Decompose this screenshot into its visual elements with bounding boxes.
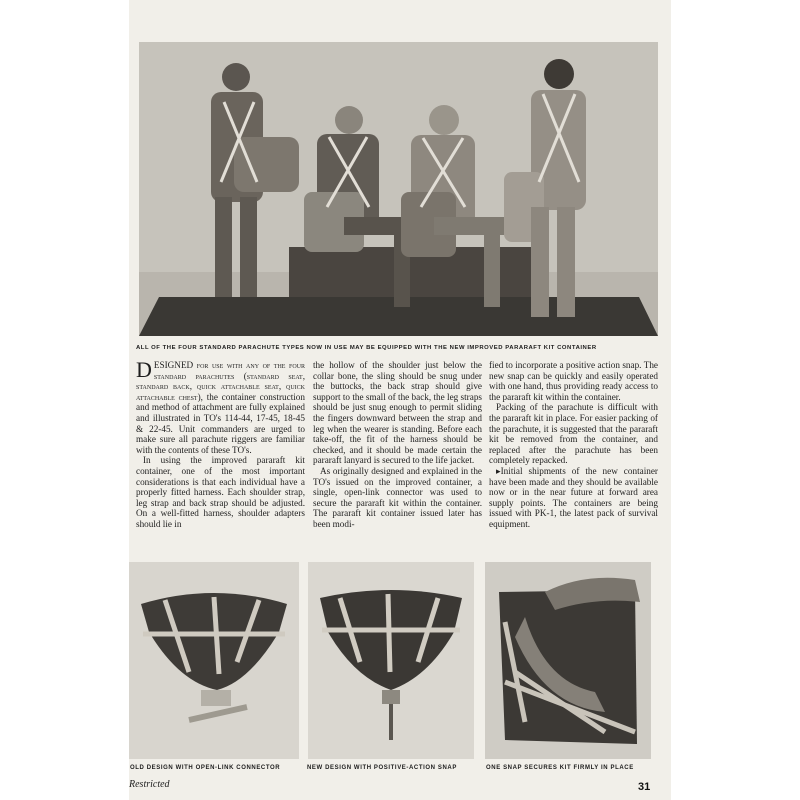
- page-number: 31: [638, 781, 651, 793]
- col1-paragraph-1: DESIGNED for use with any of the four standard parachutes (standard seat, standard back, quick attachable seat, quick attachable chest), the container construction and method of attachment are fully explained and illustrated in TO's 114-44, 17-45, 18-45 & 22-45. Unit commanders are urged to make sure all parachute riggers are familiar with the contents of these TO's.: [136, 360, 305, 455]
- drop-cap: D: [136, 360, 152, 382]
- caption-snap-secures: ONE SNAP SECURES KIT FIRMLY IN PLACE: [486, 765, 634, 771]
- hands-securing-kit-illustration: [485, 562, 651, 759]
- container-new-design-illustration: [308, 562, 474, 759]
- parachute-type-list: standard seat, standard back, quick attachable seat, quick attachable chest: [136, 370, 305, 402]
- col2-paragraph-1: the hollow of the shoulder just below the collar bone, the sling should be snug under the buttocks, the back strap should give support to the small of the back, the leg straps should be just snug enough to permit sliding the fingers downward between the strap and leg when the wearer is standing. Before each take-off, the fit of the harness should be checked, and it should be made certain the pararaft lanyard is secured to the life jacket.: [313, 360, 482, 466]
- bullet-arrow-icon: ▸: [496, 465, 501, 476]
- restricted-label: Restricted: [129, 779, 170, 790]
- container-old-design-illustration: [129, 562, 299, 759]
- photo-snap-secures-kit: [485, 562, 651, 759]
- col3-paragraph-1: fied to incorporate a positive action snap. The new snap can be quickly and easily operated with one hand, thus providing ready access to the pararaft kit within the container.: [489, 360, 658, 402]
- text-column-1: [136, 360, 305, 554]
- top-photo-caption: ALL OF THE FOUR STANDARD PARACHUTE TYPES NOW IN USE MAY BE EQUIPPED WITH THE NEW IMPROVED PARARAFT KIT CONTAINER: [136, 345, 597, 351]
- top-photo-four-parachute-types: [139, 42, 658, 336]
- caption-old-design: OLD DESIGN WITH OPEN-LINK CONNECTOR: [130, 765, 281, 771]
- col3-paragraph-3: ▸Initial shipments of the new container have been made and they should be available now or in the near future at forward area supply points. The containers are being issued with PK-1, the latest pack of survival equipment.: [489, 465, 658, 529]
- text-column-3: [489, 360, 658, 554]
- photo-old-design: [129, 562, 299, 759]
- text-column-2: [313, 360, 482, 554]
- photo-new-design: [308, 562, 474, 759]
- col1-paragraph-2: In using the improved pararaft kit container, one of the most important considerations is that each individual have a properly fitted harness. Each shoulder strap, leg strap and back strap should be adjusted. On a well-fitted harness, shoulder adapters should lie in: [136, 455, 305, 529]
- col3-paragraph-2: Packing of the parachute is difficult with the pararaft kit in place. For easier packing of the parachute, it is suggested that the pararaft kit be removed from the container, and replaced after the parachute has been completely repacked.: [489, 402, 658, 466]
- four-airmen-illustration: [139, 42, 658, 336]
- col2-paragraph-2: As originally designed and explained in the TO's issued on the improved container, a single, open-link connector was used to secure the pararaft kit within the container. The pararaft kit container issued later has been modi-: [313, 465, 482, 529]
- caption-new-design: NEW DESIGN WITH POSITIVE-ACTION SNAP: [307, 765, 457, 771]
